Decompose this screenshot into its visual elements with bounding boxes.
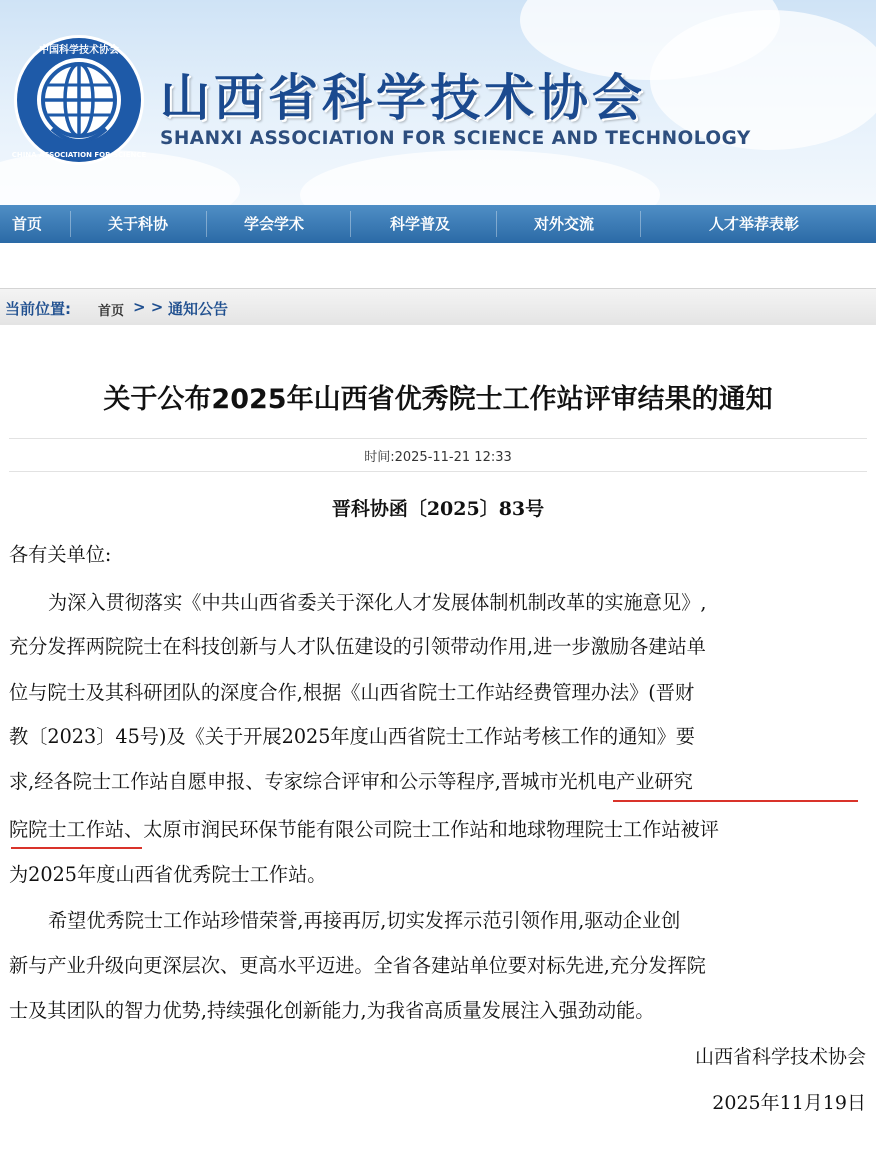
paragraph-line: 教〔2023〕45号)及《关于开展2025年度山西省院士工作站考核工作的通知》要 xyxy=(9,725,695,748)
salutation: 各有关单位: xyxy=(9,543,112,566)
main-nav xyxy=(0,205,876,243)
nav-item-science-popularization[interactable]: 科学普及 xyxy=(390,215,451,233)
svg-text:CHINA ASSOCIATION FOR SCIENCE: CHINA ASSOCIATION FOR SCIENCE xyxy=(12,151,146,159)
title-divider xyxy=(9,438,867,439)
svg-text:中国科学技术协会: 中国科学技术协会 xyxy=(39,45,119,56)
breadcrumb-current-link[interactable]: 通知公告 xyxy=(168,300,229,318)
document-number: 晋科协函〔2025〕83号 xyxy=(331,498,545,520)
paragraph-line: 新与产业升级向更深层次、更高水平迈进。全省各建站单位要对标先进,充分发挥院 xyxy=(9,954,706,977)
nav-divider xyxy=(206,211,207,237)
nav-divider xyxy=(640,211,641,237)
paragraph-line: 院院士工作站、太原市润民环保节能有限公司院士工作站和地球物理院士工作站被评 xyxy=(9,818,719,841)
paragraph-line: 求,经各院士工作站自愿申报、专家综合评审和公示等程序,晋城市光机电产业研究 xyxy=(9,770,693,793)
breadcrumb xyxy=(0,288,876,325)
site-title: 山西省科学技术协会 xyxy=(160,68,646,127)
nav-item-talent[interactable]: 人才举荐表彰 xyxy=(709,215,800,233)
meta-divider xyxy=(9,471,867,472)
highlight-underline xyxy=(613,800,858,802)
article-title: 关于公布2025年山西省优秀院士工作站评审结果的通知 xyxy=(103,384,773,415)
breadcrumb-label: 当前位置: xyxy=(5,300,71,318)
header-banner xyxy=(0,0,876,205)
breadcrumb-separator: > > xyxy=(133,298,164,316)
highlight-underline xyxy=(11,847,142,849)
signature-date: 2025年11月19日 xyxy=(712,1092,866,1114)
nav-divider xyxy=(496,211,497,237)
paragraph-line: 希望优秀院士工作站珍惜荣誉,再接再厉,切实发挥示范引领作用,驱动企业创 xyxy=(48,909,681,932)
nav-item-home[interactable]: 首页 xyxy=(12,215,43,233)
breadcrumb-home-link[interactable]: 首页 xyxy=(98,304,125,319)
nav-divider xyxy=(70,211,71,237)
paragraph-line: 位与院士及其科研团队的深度合作,根据《山西省院士工作站经费管理办法》(晋财 xyxy=(9,681,695,704)
nav-item-academic[interactable]: 学会学术 xyxy=(244,215,305,233)
signature-organization: 山西省科学技术协会 xyxy=(694,1046,866,1068)
paragraph-line: 为深入贯彻落实《中共山西省委关于深化人才发展体制机制改革的实施意见》, xyxy=(48,591,707,614)
site-subtitle: SHANXI ASSOCIATION FOR SCIENCE AND TECHNOLOGY xyxy=(160,128,751,149)
publish-time: 时间:2025-11-21 12:33 xyxy=(364,450,512,465)
nav-item-exchange[interactable]: 对外交流 xyxy=(534,215,595,233)
nav-divider xyxy=(350,211,351,237)
paragraph-line: 充分发挥两院院士在科技创新与人才队伍建设的引领带动作用,进一步激励各建站单 xyxy=(9,635,706,658)
paragraph-line: 士及其团队的智力优势,持续强化创新能力,为我省高质量发展注入强劲动能。 xyxy=(9,999,655,1022)
nav-item-about[interactable]: 关于科协 xyxy=(108,215,169,233)
paragraph-line: 为2025年度山西省优秀院士工作站。 xyxy=(9,863,327,886)
cast-logo-icon xyxy=(12,33,146,167)
